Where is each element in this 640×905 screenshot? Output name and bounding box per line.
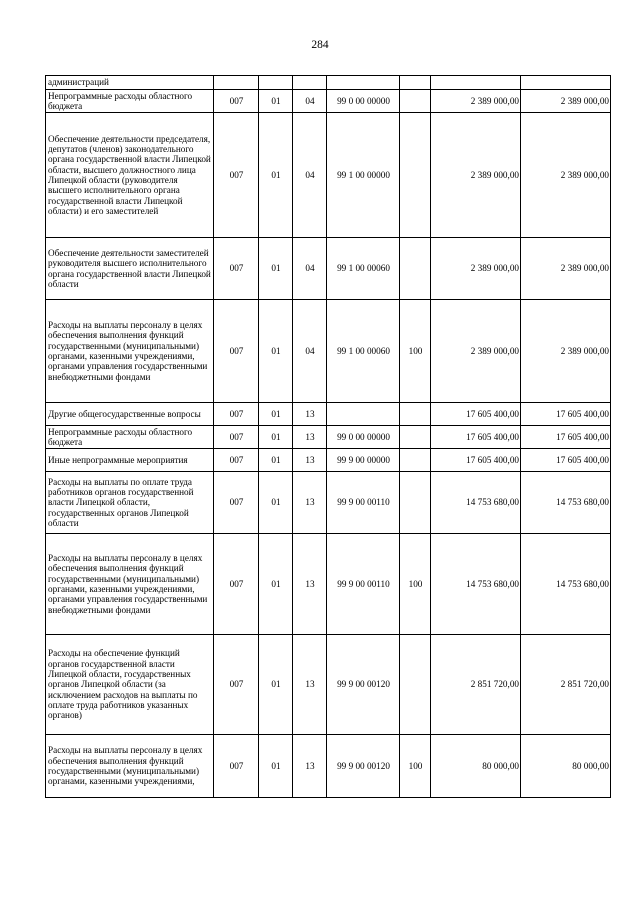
table-row [46, 76, 611, 90]
section-code-cell: 01 [259, 90, 293, 113]
table-row [46, 113, 611, 238]
table-row [46, 238, 611, 300]
row-name-cell: Расходы на выплаты по оплате труда работников органов государственной власти Липецкой области, государственных органов Липецкой области [46, 472, 214, 534]
amount-cell-2: 2 389 000,00 [521, 113, 611, 238]
ved-code-cell: 007 [214, 113, 259, 238]
table-row [46, 300, 611, 403]
table-row [46, 635, 611, 735]
subsection-code-cell: 13 [293, 449, 327, 472]
amount-cell-2 [521, 76, 611, 90]
amount-cell-2: 14 753 680,00 [521, 472, 611, 534]
section-code-cell: 01 [259, 403, 293, 426]
amount-cell-1: 2 389 000,00 [431, 300, 521, 403]
amount-cell-1 [431, 76, 521, 90]
expense-type-cell [400, 472, 431, 534]
row-name-cell: Непрограммные расходы областного бюджета [46, 90, 214, 113]
target-article-cell: 99 9 00 00000 [327, 449, 400, 472]
row-name-cell: Расходы на выплаты персоналу в целях обеспечения выполнения функций государственными (муниципальными) органами, казенными учреждениями, органами управления государственными внебюджетными фондами [46, 300, 214, 403]
table-row [46, 426, 611, 449]
ved-code-cell: 007 [214, 403, 259, 426]
amount-cell-2: 2 389 000,00 [521, 300, 611, 403]
expense-type-cell [400, 449, 431, 472]
amount-cell-1: 2 389 000,00 [431, 238, 521, 300]
expense-type-cell [400, 635, 431, 735]
amount-cell-2: 2 389 000,00 [521, 238, 611, 300]
row-name-cell: Другие общегосударственные вопросы [46, 403, 214, 426]
table-row [46, 449, 611, 472]
amount-cell-2: 2 389 000,00 [521, 90, 611, 113]
row-name-cell: Непрограммные расходы областного бюджета [46, 426, 214, 449]
amount-cell-1: 17 605 400,00 [431, 403, 521, 426]
row-name-cell: администраций [46, 76, 214, 90]
section-code-cell: 01 [259, 534, 293, 635]
subsection-code-cell: 13 [293, 635, 327, 735]
section-code-cell [259, 76, 293, 90]
subsection-code-cell: 04 [293, 113, 327, 238]
amount-cell-2: 80 000,00 [521, 735, 611, 798]
row-name-cell: Обеспечение деятельности председателя, депутатов (членов) законодательного органа государственной власти Липецкой области, высшего должностного лица Липецкой области (руководителя высшего исполнительного органа государственной власти Липецкой области) и его заместителей [46, 113, 214, 238]
ved-code-cell: 007 [214, 735, 259, 798]
amount-cell-1: 17 605 400,00 [431, 426, 521, 449]
row-name-cell: Иные непрограммные мероприятия [46, 449, 214, 472]
amount-cell-1: 2 389 000,00 [431, 113, 521, 238]
ved-code-cell: 007 [214, 238, 259, 300]
target-article-cell: 99 9 00 00110 [327, 534, 400, 635]
subsection-code-cell: 04 [293, 238, 327, 300]
row-name-cell: Обеспечение деятельности заместителей руководителя высшего исполнительного органа государственной власти Липецкой области [46, 238, 214, 300]
target-article-cell: 99 0 00 00000 [327, 90, 400, 113]
target-article-cell: 99 0 00 00000 [327, 426, 400, 449]
section-code-cell: 01 [259, 449, 293, 472]
amount-cell-1: 17 605 400,00 [431, 449, 521, 472]
amount-cell-1: 14 753 680,00 [431, 534, 521, 635]
subsection-code-cell: 13 [293, 426, 327, 449]
amount-cell-2: 17 605 400,00 [521, 403, 611, 426]
target-article-cell: 99 1 00 00060 [327, 238, 400, 300]
amount-cell-1: 2 389 000,00 [431, 90, 521, 113]
subsection-code-cell: 13 [293, 472, 327, 534]
ved-code-cell: 007 [214, 300, 259, 403]
ved-code-cell [214, 76, 259, 90]
subsection-code-cell: 04 [293, 300, 327, 403]
page-number: 284 [311, 39, 329, 51]
expense-type-cell: 100 [400, 735, 431, 798]
ved-code-cell: 007 [214, 426, 259, 449]
expense-type-cell [400, 76, 431, 90]
expense-type-cell [400, 403, 431, 426]
ved-code-cell: 007 [214, 449, 259, 472]
amount-cell-1: 80 000,00 [431, 735, 521, 798]
section-code-cell: 01 [259, 735, 293, 798]
subsection-code-cell: 04 [293, 90, 327, 113]
table-row [46, 472, 611, 534]
expense-type-cell: 100 [400, 300, 431, 403]
section-code-cell: 01 [259, 635, 293, 735]
target-article-cell: 99 9 00 00120 [327, 735, 400, 798]
target-article-cell [327, 403, 400, 426]
section-code-cell: 01 [259, 472, 293, 534]
expense-type-cell [400, 238, 431, 300]
section-code-cell: 01 [259, 300, 293, 403]
amount-cell-1: 2 851 720,00 [431, 635, 521, 735]
section-code-cell: 01 [259, 238, 293, 300]
subsection-code-cell: 13 [293, 403, 327, 426]
budget-table [45, 75, 611, 798]
expense-type-cell [400, 426, 431, 449]
table-row [46, 90, 611, 113]
table-row [46, 403, 611, 426]
ved-code-cell: 007 [214, 534, 259, 635]
table-row [46, 534, 611, 635]
subsection-code-cell [293, 76, 327, 90]
amount-cell-2: 14 753 680,00 [521, 534, 611, 635]
budget-table-body [46, 76, 611, 798]
expense-type-cell [400, 90, 431, 113]
amount-cell-2: 17 605 400,00 [521, 449, 611, 472]
target-article-cell [327, 76, 400, 90]
subsection-code-cell: 13 [293, 534, 327, 635]
row-name-cell: Расходы на обеспечение функций органов государственной власти Липецкой области, государственных органов Липецкой области (за исключением расходов на выплаты по оплате труда работников указанных органов) [46, 635, 214, 735]
amount-cell-2: 2 851 720,00 [521, 635, 611, 735]
row-name-cell: Расходы на выплаты персоналу в целях обеспечения выполнения функций государственными (муниципальными) органами, казенными учреждениями, [46, 735, 214, 798]
expense-type-cell [400, 113, 431, 238]
ved-code-cell: 007 [214, 635, 259, 735]
target-article-cell: 99 9 00 00110 [327, 472, 400, 534]
subsection-code-cell: 13 [293, 735, 327, 798]
section-code-cell: 01 [259, 426, 293, 449]
row-name-cell: Расходы на выплаты персоналу в целях обеспечения выполнения функций государственными (муниципальными) органами, казенными учреждениями, органами управления государственными внебюджетными фондами [46, 534, 214, 635]
target-article-cell: 99 1 00 00000 [327, 113, 400, 238]
target-article-cell: 99 9 00 00120 [327, 635, 400, 735]
ved-code-cell: 007 [214, 90, 259, 113]
ved-code-cell: 007 [214, 472, 259, 534]
table-row [46, 735, 611, 798]
amount-cell-1: 14 753 680,00 [431, 472, 521, 534]
expense-type-cell: 100 [400, 534, 431, 635]
section-code-cell: 01 [259, 113, 293, 238]
amount-cell-2: 17 605 400,00 [521, 426, 611, 449]
target-article-cell: 99 1 00 00060 [327, 300, 400, 403]
